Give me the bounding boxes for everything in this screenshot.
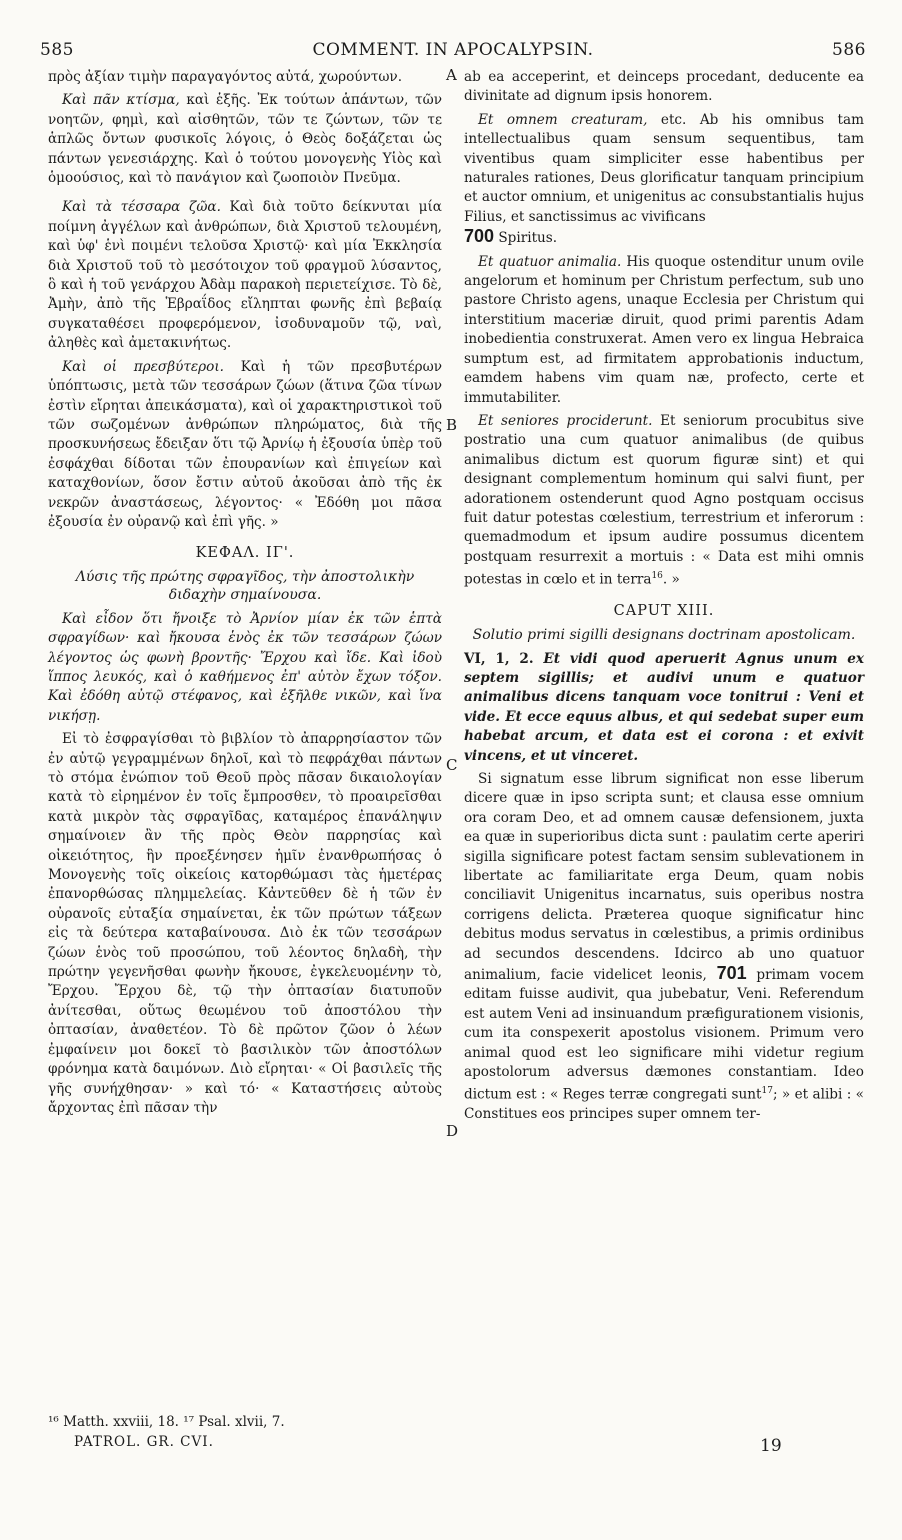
paragraph-text: καὶ ἑξῆς. Ἐκ τούτων ἁπάντων, τῶν νοητῶν, φημὶ, καὶ αἰσθητῶν, τῶν τε ζώντων, τῶν τε ἁπλῶς ὄντων φυσικοῖς λόγοις, ὁ Θεὸς δοξάζεται ὡς πάντων γενεσιάρχης. Καὶ ὁ τούτου μονογενὴς Υἱὸς καὶ ὁμοούσιος, καὶ τὸ πανάγιον καὶ ζωοποιὸν Πνεῦμα. xyxy=(48,92,442,187)
latin-paragraph xyxy=(464,111,864,249)
paragraph-text: primam vocem editam fuisse audivit, qua jubebatur, Veni. Referendum est autem Veni ad insinuandum præfigurationem visionis, cum ita conspexerit apostolus visionem. Primum vero animal quod est leo significare mihi videtur regium apostolorum adversus dæmones constantiam. Ideo dictum est : « Reges terræ congregati sunt xyxy=(464,967,864,1103)
paragraph-text: Καὶ ἡ τῶν πρεσβυτέρων ὑπόπτωσις, μετὰ τῶν τεσσάρων ζώων (ἅτινα ζῶα τίνων ἐστὶν εἴρηται ἀπεικάσματα), καὶ οἱ χαρακτηριστικοὶ τοῦ τῶν σωζομένων ἀνθρώπων πληρώματος, διὰ τῆς προσκυνήσεως ἔδειξαν ὅτι τῷ Ἀρνίῳ ἡ ἐξουσία ὑπὲρ τοῦ ἐσφάχθαι δίδοται τῶν ἐπουρανίων καὶ ἐπιγείων καὶ καταχθονίων, ὅσον ἔστιν αὐτοῦ ἀκοῦσαι ἀπὸ τῆς ἐκ νεκρῶν ἀναστάσεως, λέγοντος· « Ἐδόθη μοι πᾶσα ἐξουσία ἐν οὐρανῷ καὶ ἐπὶ γῆς. » xyxy=(48,358,442,530)
lemma: Καὶ τὰ τέσσαρα ζῶα. xyxy=(62,199,221,216)
lemma: Et seniores prociderunt. xyxy=(478,412,653,429)
sheet-number: 19 xyxy=(760,1436,782,1456)
paragraph-text: Καὶ διὰ τοῦτο δείκνυται μία ποίμνη ἀγγέλων καὶ ἀνθρώπων, διὰ Χριστοῦ τελουμένη, καὶ ὑφ' ἑνὶ ποιμένι τελοῦσα Χριστῷ· καὶ μία Ἐκκλησία διὰ Χριστοῦ τοῦ τὸ μεσότοιχον τοῦ φραγμοῦ λύσαντος, ὃ καὶ ἡ τοῦ γενάρχου Ἀδὰμ παρακοὴ περιετείχισε. Τὸ δὲ, Ἀμὴν, ἀπὸ τῆς Ἑβραΐδος εἴληπται φωνῆς ἐπὶ βεβαίᾳ συγκαταθέσει προφερόμενον, ἰσοδυναμοῦν τῷ, ναὶ, ἀληθὲς καὶ ἀμετακινήτως. xyxy=(48,199,442,352)
greek-paragraph xyxy=(48,91,442,188)
page-number-right: 586 xyxy=(832,40,866,60)
lemma: Καὶ πᾶν κτίσμα, xyxy=(62,92,180,109)
greek-paragraph xyxy=(48,198,442,353)
greek-column xyxy=(48,68,442,1122)
margin-letter-a: A xyxy=(446,66,457,84)
paragraph-text: etc. Ab his omnibus tam intellectualibus quam sensum sequentibus, tam viventibus quam simpliciter esse habentibus per naturales rationes, Deus glorificatur tanquam principium et auctor omnium, et unigenitus ac consubstantialis hujus Filius, et sanctissimus ac vivificans xyxy=(464,111,864,225)
lemma: Et quatuor animalia. xyxy=(478,253,622,270)
chapter-title: Λύσις τῆς πρώτης σφραγῖδος, τὴν ἀποστολικὴν διδαχὴν σημαίνουσα. xyxy=(75,568,415,603)
footnote-ref: 16 xyxy=(651,571,663,582)
verse-text: Et vidi quod aperuerit Agnus unum ex septem sigillis; et audivi unum e quatuor animalibus dicens tanquam voce tonitrui : Veni et vide. Et ecce equus albus, et qui sedebat super eum habebat arcum, et data est ei corona : et exivit vincens, et ut vinceret. xyxy=(464,650,864,764)
signature-line: PATROL. GR. CVI. xyxy=(74,1434,214,1450)
paragraph-text: ; » et alibi : « Constitues eos principes super omnem ter- xyxy=(464,1086,864,1123)
latin-paragraph xyxy=(464,253,864,408)
chapter-title: Solutio primi sigilli designans doctrinam apostolicam. xyxy=(472,626,856,643)
lemma: Καὶ οἱ πρεσβύτεροι. xyxy=(62,358,224,375)
paragraph-text: His quoque ostenditur unum ovile angelorum et hominum per Christum perfectum, sub uno pastore Christo agens, unaque Ecclesia per Christum qui interstitium maceriæ diruit, quod primi parentis Adam inobedientia construxerat. Amen vero ex lingua Hebraica sumptum est, ad firmitatem approbationis inductum, eamdem habens vim quam næ, profecto, certe et immutabiliter. xyxy=(464,253,865,406)
latin-paragraph xyxy=(464,770,864,1125)
chapter-heading: CAPUT XIII. xyxy=(613,603,715,620)
footnote-ref: 17 xyxy=(761,1086,773,1097)
lemma: Et omnem creaturam, xyxy=(478,111,648,128)
latin-column xyxy=(464,68,864,1129)
paragraph-text: Spiritus. xyxy=(494,230,558,247)
footnote-line: ¹⁶ Matth. xxviii, 18. ¹⁷ Psal. xlvii, 7. xyxy=(48,1414,285,1430)
chapter-heading: ΚΕΦΑΛ. ΙΓ'. xyxy=(195,545,295,562)
paragraph-text: Si signatum esse librum significat non esse liberum dicere quæ in ipso scripta sunt; et clausa esse omnium ora coram Deo, et ad omnem causæ defensionem, juxta ea quæ in superioribus dicta sunt : paulatim certe aperiri sigilla significare potest factam sensim sublevationem in libertate ac familiaritate erga Deum, quam nobis conciliavit Unigenitus incarnatus, suis operibus nostra corrigens delicta. Præterea quoque significatur hinc debitus modus servatus in cœlestibus, a primis ordinibus ad secundos descendens. Idcirco ab uno quatuor animalium, facie videlicet leonis, xyxy=(464,770,864,983)
greek-paragraph xyxy=(48,358,442,533)
latin-paragraph: ab ea acceperint, et deinceps procedant, deducente ea divinitate ad dignum ipsis honorem. xyxy=(464,69,864,105)
margin-letter-c: C xyxy=(446,756,458,774)
greek-paragraph: πρὸς ἀξίαν τιμὴν παραγαγόντος αὐτά, χωρούντων. xyxy=(48,69,403,85)
scripture-verse: Καὶ εἶδον ὅτι ἤνοιξε τὸ Ἀρνίον μίαν ἐκ τῶν ἑπτὰ σφραγίδων· καὶ ἤκουσα ἑνὸς ἐκ τῶν τεσσάρων ζώων λέγοντος ὡς φωνὴ βροντῆς· Ἔρχου καὶ ἴδε. Καὶ ἰδοὺ ἵππος λευκός, καὶ ὁ καθήμενος ἐπ' αὐτὸν ἔχων τόξον. Καὶ ἐδόθη αὐτῷ στέφανος, καὶ ἐξῆλθε νικῶν, καὶ ἵνα νικήσῃ. xyxy=(48,610,442,724)
running-header xyxy=(40,40,866,64)
column-marker: 700 xyxy=(464,226,495,247)
verse-reference: VI, 1, 2. xyxy=(464,650,534,667)
greek-paragraph: Εἰ τὸ ἐσφραγίσθαι τὸ βιβλίον τὸ ἀπαρρησίαστον τῶν ἐν αὐτῷ γεγραμμένων δηλοῖ, καὶ τὸ πεφράχθαι πάντων τὸ στόμα ἐνώπιον τοῦ Θεοῦ πρὸς πᾶσαν δικαιολογίαν κατὰ τὸ εἰρημένον ἐν τοῖς ἔμπροσθεν, τὸ προαιρεῖσθαι κατὰ μικρὸν τὰς σφραγῖδας, καταμέρος ἐπανάληψιν σημαίνοιεν ἂν τῆς πρὸς Θεὸν παρρησίας καὶ οἰκειότητος, ἣν προεξένησεν ἡμῖν ἐνανθρωπήσας ὁ Μονογενὴς τοῖς οἰκείοις κατορθώμασι τὰς ἡμετέρας ἐπανορθώσας πλημμελείας. Κἀντεῦθεν δὲ ἡ τῶν ἐν οὐρανοῖς εὐταξία σημαίνεται, ἐκ τῶν πρώτων τάξεων εἰς τὰ δεύτερα καταβαίνουσα. Διὸ ἐκ τῶν τεσσάρων ζώων ἑνὸς τοῦ προσώπου, τοῦ λέοντος δηλαδὴ, τὴν πρώτην γεγενῆσθαι φωνὴν ἤκουσε, ἐγκελευομένην τὸ, Ἔρχου. Ἔρχου δὲ, τῷ τὴν ὀπτασίαν διατυποῦν ἀνίτεσθαι, οὕτως θεωμένου τοῦ ἀποστόλου τὴν ὀπτασίαν, ἀναθετέον. Τὸ δὲ πρῶτον ζῶον ὁ λέων ἐμφαίνειν μοι δοκεῖ τὸ βασιλικὸν τῶν ἀποστόλων φρόνημα κατὰ δαιμόνων. Διὸ εἴρηται· « Οἱ βασιλεῖς τῆς γῆς συνήχθησαν· » καὶ τό· « Καταστήσεις αὐτοὺς ἄρχοντας ἐπὶ πᾶσαν τὴν xyxy=(48,731,442,1116)
scripture-verse xyxy=(464,650,864,766)
paragraph-text: . » xyxy=(662,571,680,588)
latin-paragraph xyxy=(464,412,864,590)
running-title: COMMENT. IN APOCALYPSIN. xyxy=(312,40,594,60)
margin-letter-d: D xyxy=(446,1122,459,1140)
footnotes xyxy=(48,1412,285,1452)
column-marker: 701 xyxy=(716,963,747,983)
paragraph-text: Et seniorum procubitus sive postratio una cum quatuor animalibus (de quibus animalibus dictum est quorum figuræ sint) et qui designant complementum hominum qui salvi fiunt, per adorationem ostenderunt quod Agno postquam occisus fuit datur potestas cœlestium, terrestrium et inferorum : quemadmodum et ipsum audire possumus dicentem postquam resurrexit a mortuis : « Data est mihi omnis potestas in cœlo et in terra xyxy=(464,412,864,588)
page-number-left: 585 xyxy=(40,40,74,60)
margin-letter-b: B xyxy=(446,416,458,434)
